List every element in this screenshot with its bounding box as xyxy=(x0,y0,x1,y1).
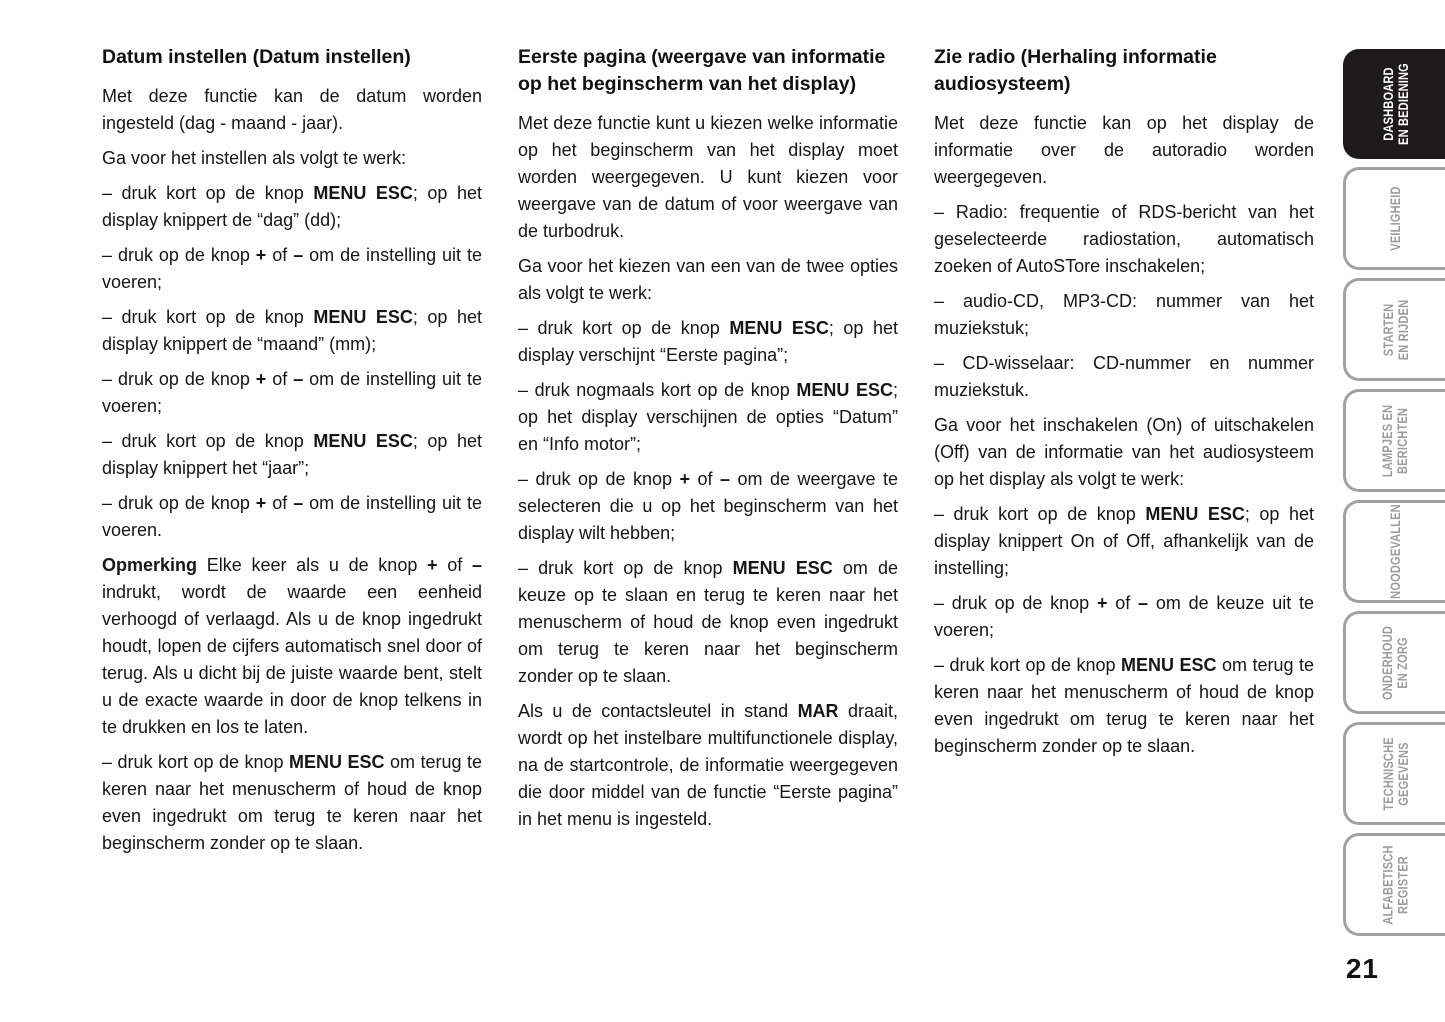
paragraph xyxy=(934,501,1314,582)
paragraph xyxy=(934,110,1314,191)
column-3 xyxy=(934,44,1314,865)
section-heading: Datum instellen (Datum instellen) xyxy=(102,46,411,68)
text-run: om terug te keren naar het menuscherm of houd de knop even ingedrukt om terug te keren naar het beginscherm zonder op te slaan. xyxy=(102,752,483,853)
text-run: – audio-CD, MP3-CD: nummer van het muziekstuk; xyxy=(934,291,1314,338)
text-run: Elke keer als u de knop xyxy=(197,555,428,575)
text-run: om de instelling uit te voeren; xyxy=(102,369,482,416)
text-run: – druk kort op de knop xyxy=(934,655,1122,675)
text-run: – druk nogmaals kort op de knop xyxy=(518,380,797,400)
paragraph xyxy=(518,555,898,690)
bold-run: + xyxy=(1096,593,1108,613)
sidebar-tab-label-line: LAMPJES EN xyxy=(1380,404,1396,477)
text-run: Met deze functie kan op het display de informatie over de autoradio worden weergegeven. xyxy=(934,113,1314,187)
text-run: – druk op de knop xyxy=(934,593,1097,613)
text-run: Met deze functie kunt u kiezen welke informatie op het beginscherm van het display moet worden weergegeven. U kunt kiezen voor weergave van de datum of voor weergave van de turbodruk. xyxy=(518,113,898,241)
text-run: of xyxy=(437,555,472,575)
text-run: ; op het display verschijnt “Eerste pagina”; xyxy=(518,318,898,365)
content-columns xyxy=(102,44,1314,865)
text-run: of xyxy=(1107,593,1139,613)
sidebar-tab-label xyxy=(1381,63,1411,145)
text-run: of xyxy=(266,369,294,389)
text-run: om de keuze uit te voeren; xyxy=(934,593,1315,640)
paragraph xyxy=(934,199,1314,280)
text-run: of xyxy=(266,245,294,265)
bold-run: MENU ESC xyxy=(732,558,833,578)
sidebar-tab-starten-en-rijden xyxy=(1343,278,1445,381)
paragraph xyxy=(518,466,898,547)
sidebar-tab-label xyxy=(1388,186,1403,250)
sidebar-tab-label xyxy=(1380,299,1410,360)
sidebar-tab-label-line: EN BEDIENING xyxy=(1395,63,1411,145)
text-run: ; op het display knippert het “jaar”; xyxy=(102,431,482,478)
sidebar-tab-label xyxy=(1381,404,1411,476)
text-run: om de keuze op te slaan en terug te keren naar het menuscherm of houd de knop even ingedrukt om terug te keren naar het beginscherm zonder op te slaan. xyxy=(518,558,898,686)
text-run: – druk op de knop xyxy=(102,493,256,513)
paragraph xyxy=(934,350,1314,404)
paragraph xyxy=(102,552,482,741)
text-run: indrukt, wordt de waarde een eenheid verhoogd of verlaagd. Als u de knop ingedrukt houdt, lopen de cijfers automatisch snel door of terug. Als u dicht bij de juiste waarde bent, stelt u de exacte waarde in door de knop telkens in te drukken en los te laten. xyxy=(102,582,482,737)
bold-run: + xyxy=(255,245,267,265)
text-run: om de instelling uit te voeren; xyxy=(102,245,482,292)
bold-run: MENU ESC xyxy=(1145,504,1245,524)
sidebar-tab-label xyxy=(1388,504,1403,599)
text-run: – druk kort op de knop xyxy=(102,752,290,772)
paragraph xyxy=(102,83,482,137)
text-run: – CD-wisselaar: CD-nummer en nummer muziekstuk. xyxy=(934,353,1314,400)
sidebar-tab-lampjes-en-berichten xyxy=(1343,389,1445,492)
paragraph xyxy=(102,145,482,172)
sidebar-tab-label-line: EN RIJDEN xyxy=(1395,299,1411,360)
text-run: om de weergave te selecteren die u op het beginscherm van het display wilt hebben; xyxy=(518,469,898,543)
sidebar-tab-technische-gegevens xyxy=(1343,722,1445,825)
text-run: Als u de contactsleutel in stand xyxy=(518,701,798,721)
bold-run: + xyxy=(255,369,267,389)
paragraph xyxy=(934,590,1314,644)
section-heading: Eerste pagina (weergave van informatie op het beginscherm van het display) xyxy=(518,46,886,95)
paragraph xyxy=(518,698,898,833)
text-run: ; op het display knippert de “dag” (dd); xyxy=(102,183,482,230)
paragraph xyxy=(102,180,482,234)
sidebar-tab-alfabetisch-register xyxy=(1343,833,1445,936)
bold-run: MENU ESC xyxy=(1121,655,1217,675)
paragraph xyxy=(518,253,898,307)
text-run: om de instelling uit te voeren. xyxy=(102,493,482,540)
bold-run: + xyxy=(427,555,438,575)
paragraph xyxy=(934,288,1314,342)
text-run: – Radio: frequentie of RDS-bericht van het geselecteerde radiostation, automatisch zoeken of AutoSTore inschakelen; xyxy=(934,202,1314,276)
sidebar-tab-label-line: EN ZORG xyxy=(1395,636,1411,689)
text-run: of xyxy=(690,469,720,489)
bold-run: MENU ESC xyxy=(313,183,413,203)
sidebar-tab-label-line: ALFABETISCH xyxy=(1380,844,1396,925)
page-number: 21 xyxy=(1345,953,1379,984)
text-run: – druk op de knop xyxy=(102,245,256,265)
bold-run: + xyxy=(679,469,691,489)
text-run: om terug te keren naar het menuscherm of houd de knop even ingedrukt om terug te keren naar het beginscherm zonder op te slaan. xyxy=(934,655,1315,756)
sidebar-tab-label-line: NOODGEVALLEN xyxy=(1388,504,1403,599)
bold-run: MENU ESC xyxy=(289,752,385,772)
paragraph xyxy=(102,749,482,857)
text-run: – druk kort op de knop xyxy=(102,183,314,203)
bold-run: MENU ESC xyxy=(313,431,413,451)
text-run: ; op het display verschijnen de opties “Datum” en “Info motor”; xyxy=(518,380,898,454)
bold-run: – xyxy=(293,245,304,265)
sidebar-tab-dashboard-en-bediening xyxy=(1343,49,1445,159)
text-run: Ga voor het kiezen van een van de twee opties als volgt te werk: xyxy=(518,256,898,303)
text-run: Met deze functie kan de datum worden ingesteld (dag - maand - jaar). xyxy=(102,86,482,133)
paragraph xyxy=(102,304,482,358)
bold-run: MAR xyxy=(797,701,839,721)
text-run: draait, wordt op het instelbare multifunctionele display, na de startcontrole, de informatie weergegeven die door middel van de functie “Eerste pagina” in het menu is ingesteld. xyxy=(518,701,898,829)
column-1 xyxy=(102,44,482,865)
text-run: of xyxy=(266,493,294,513)
paragraph xyxy=(518,315,898,369)
bold-run: + xyxy=(255,493,267,513)
section-heading: Zie radio (Herhaling informatie audiosysteem) xyxy=(934,46,1217,95)
sidebar-tab-label xyxy=(1381,625,1411,699)
text-run: Ga voor het instellen als volgt te werk: xyxy=(102,148,407,168)
sidebar-tab-label-line: REGISTER xyxy=(1395,855,1411,914)
bold-run: – xyxy=(719,469,730,489)
text-run: – druk kort op de knop xyxy=(102,307,314,327)
bold-run: – xyxy=(293,369,304,389)
paragraph xyxy=(934,412,1314,493)
paragraph xyxy=(102,490,482,544)
bold-run: MENU ESC xyxy=(313,307,413,327)
bold-run: Opmerking xyxy=(102,555,198,575)
sidebar-tab-label xyxy=(1380,845,1410,924)
sidebar-tab-label-line: DASHBOARD xyxy=(1380,67,1396,141)
sidebar-tab-label-line: TECHNISCHE xyxy=(1380,736,1396,811)
sidebar-tab-label xyxy=(1380,737,1410,811)
paragraph xyxy=(102,366,482,420)
text-run: – druk op de knop xyxy=(102,369,256,389)
text-run: Ga voor het inschakelen (On) of uitschakelen (Off) van de informatie van het audiosysteem op het display als volgt te werk: xyxy=(934,415,1314,489)
text-run: ; op het display knippert On of Off, afhankelijk van de instelling; xyxy=(934,504,1314,578)
bold-run: MENU ESC xyxy=(729,318,829,338)
bold-run: – xyxy=(1138,593,1149,613)
paragraph xyxy=(102,428,482,482)
text-run: – druk kort op de knop xyxy=(518,558,733,578)
column-2 xyxy=(518,44,898,865)
sidebar-tabs xyxy=(1343,49,1445,936)
text-run: – druk op de knop xyxy=(518,469,680,489)
sidebar-tab-veiligheid xyxy=(1343,167,1445,270)
sidebar-tab-onderhoud-en-zorg xyxy=(1343,611,1445,714)
paragraph xyxy=(102,242,482,296)
sidebar-tab-label-line: VEILIGHEID xyxy=(1387,186,1403,251)
text-run: – druk kort op de knop xyxy=(102,431,314,451)
sidebar-tab-label-line: GEGEVENS xyxy=(1395,741,1411,806)
text-run: – druk kort op de knop xyxy=(518,318,730,338)
bold-run: MENU ESC xyxy=(796,380,893,400)
bold-run: – xyxy=(293,493,304,513)
sidebar-tab-label-line: STARTEN xyxy=(1380,303,1396,356)
sidebar-tab-label-line: BERICHTEN xyxy=(1395,407,1411,474)
text-run: ; op het display knippert de “maand” (mm); xyxy=(102,307,482,354)
paragraph xyxy=(934,652,1314,760)
paragraph xyxy=(518,377,898,458)
text-run: – druk kort op de knop xyxy=(934,504,1146,524)
sidebar-tab-label-line: ONDERHOUD xyxy=(1380,625,1396,700)
bold-run: – xyxy=(471,555,482,575)
paragraph xyxy=(518,110,898,245)
sidebar-tab-noodgevallen xyxy=(1343,500,1445,603)
